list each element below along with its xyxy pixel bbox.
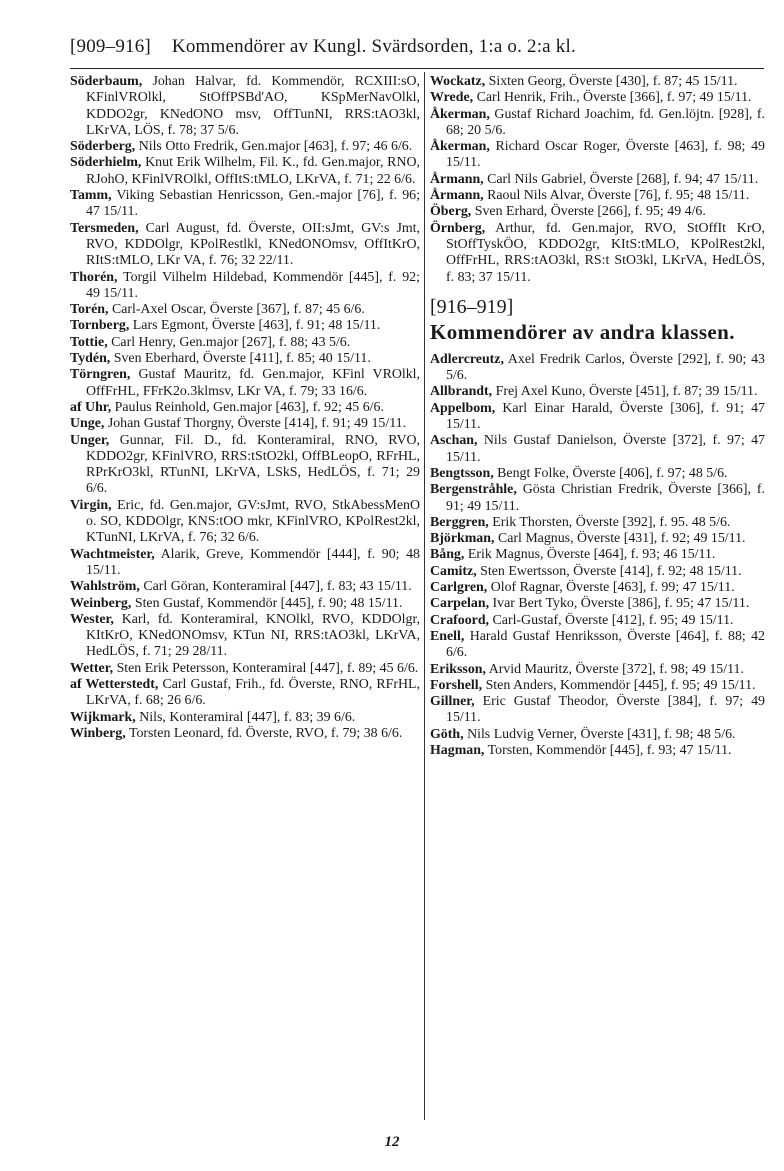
- entry-text: Johan Gustaf Thorgny, Överste [414], f. 91; 49 15/11.: [107, 416, 407, 432]
- list-item: [70, 302, 420, 318]
- entry-text: Viking Sebastian Henricsson, Gen.-major [76], f. 96; 47 15/11.: [86, 188, 420, 220]
- entry-name: Bengtsson,: [430, 465, 494, 481]
- entry-text: Sven Erhard, Överste [266], f. 95; 49 4/6.: [474, 204, 706, 220]
- list-item: [70, 400, 420, 416]
- list-item: [70, 155, 420, 188]
- list-item: [430, 90, 765, 106]
- entry-text: Carl Nils Gabriel, Överste [268], f. 94; 47 15/11.: [487, 171, 759, 187]
- entry-text: Eric, fd. Gen.major, GV:sJmt, RVO, StkAbessMenO o. SO, KDDOlgr, KNS:tOO mkr, KFinlVRO, KPolRest2kl, KTunNI, LKrVA, f. 76; 32 6/6.: [86, 497, 420, 546]
- list-item: [430, 172, 765, 188]
- list-item: [430, 352, 765, 385]
- list-item: [430, 613, 765, 629]
- column-divider: [424, 72, 425, 1120]
- entry-name: Tottie,: [70, 334, 108, 350]
- entry-text: Arvid Mauritz, Överste [372], f. 98; 49 15/11.: [488, 661, 744, 677]
- entry-name: Allbrandt,: [430, 384, 493, 400]
- list-item: [70, 661, 420, 677]
- entry-text: Richard Oscar Roger, Överste [463], f. 98; 49 15/11.: [446, 139, 765, 171]
- entry-name: Virgin,: [70, 497, 112, 513]
- list-item: [70, 433, 420, 498]
- list-item: [70, 710, 420, 726]
- entry-text: Paulus Reinhold, Gen.major [463], f. 92; 45 6/6.: [114, 399, 384, 415]
- entry-name: Bergenstråhle,: [430, 482, 517, 498]
- entry-name: Törngren,: [70, 367, 131, 383]
- entry-text: Axel Fredrik Carlos, Överste [292], f. 90; 43 5/6.: [446, 351, 765, 384]
- entry-text: Nils, Konteramiral [447], f. 83; 39 6/6.: [139, 709, 356, 725]
- entry-text: Torsten, Kommendör [445], f. 93; 47 15/11.: [487, 742, 732, 758]
- entry-name: Adlercreutz,: [430, 351, 504, 367]
- entry-name: Åkerman,: [430, 139, 490, 155]
- entry-text: Bengt Folke, Överste [406], f. 97; 48 5/6.: [497, 465, 728, 481]
- list-item: [70, 335, 420, 351]
- list-item: [430, 678, 765, 694]
- entry-name: Unge,: [70, 416, 105, 432]
- entry-text: Sten Ewertsson, Överste [414], f. 92; 48 15/11.: [480, 563, 742, 579]
- header-range: [909–916]: [70, 36, 151, 57]
- list-item: [430, 74, 765, 90]
- entry-text: Gustaf Richard Joachim, fd. Gen.löjtn. [928], f. 68; 20 5/6.: [446, 106, 765, 138]
- list-item: [70, 726, 420, 742]
- entry-name: Örnberg,: [430, 220, 486, 236]
- entry-text: Sten Gustaf, Kommendör [445], f. 90; 48 15/11.: [134, 595, 403, 611]
- entry-name: Tornberg,: [70, 318, 130, 334]
- list-item: [70, 139, 420, 155]
- entry-name: Gillner,: [430, 694, 475, 710]
- entry-name: Crafoord,: [430, 612, 490, 628]
- entry-text: Raoul Nils Alvar, Överste [76], f. 95; 48 15/11.: [487, 188, 750, 204]
- entry-text: Carl Henry, Gen.major [267], f. 88; 43 5/6.: [111, 334, 351, 350]
- entry-text: Eric Gustaf Theodor, Överste [384], f. 97; 49 15/11.: [446, 694, 765, 726]
- entry-name: Winberg,: [70, 725, 126, 741]
- header-rule: [70, 68, 764, 69]
- entry-text: Carl Göran, Konteramiral [447], f. 83; 43 15/11.: [143, 579, 412, 595]
- entry-text: Sven Eberhard, Överste [411], f. 85; 40 15/11.: [113, 351, 371, 367]
- entry-text: Gösta Christian Fredrik, Överste [366], f. 91; 49 15/11.: [446, 482, 766, 514]
- list-item: [430, 221, 765, 286]
- section-title: Kommendörer av andra klassen.: [430, 319, 735, 344]
- entry-name: af Wetterstedt,: [70, 676, 159, 692]
- entry-text: Ivar Bert Tyko, Överste [386], f. 95; 47 15/11.: [492, 596, 750, 612]
- list-item: [70, 416, 420, 432]
- entry-name: Öberg,: [430, 204, 472, 220]
- list-item: [70, 547, 420, 580]
- list-item: [430, 204, 765, 220]
- list-item: [70, 677, 420, 710]
- list-item: [430, 596, 765, 612]
- page-header: [70, 36, 760, 64]
- entry-name: Enell,: [430, 628, 465, 644]
- list-item: [430, 433, 765, 466]
- entry-text: Nils Gustaf Danielson, Överste [372], f. 97; 47 15/11.: [446, 433, 765, 465]
- list-item: [70, 74, 420, 139]
- entry-name: Appelbom,: [430, 400, 496, 416]
- entry-name: Söderberg,: [70, 139, 136, 155]
- list-item: [70, 596, 420, 612]
- list-item: [70, 351, 420, 367]
- entry-text: Sten Erik Petersson, Konteramiral [447], f. 89; 45 6/6.: [116, 660, 419, 676]
- entry-text: Erik Thorsten, Överste [392], f. 95. 48 5/6.: [492, 514, 731, 530]
- entry-text: Nils Otto Fredrik, Gen.major [463], f. 97; 46 6/6.: [138, 139, 413, 155]
- list-item: [430, 384, 765, 400]
- header-title: Kommendörer av Kungl. Svärdsorden, 1:a o. 2:a kl.: [171, 36, 576, 57]
- entry-name: Wockatz,: [430, 74, 486, 89]
- list-item: [430, 139, 765, 172]
- entry-name: Camitz,: [430, 563, 477, 579]
- entry-name: Hagman,: [430, 742, 485, 758]
- entry-text: Carl Magnus, Överste [431], f. 92; 49 15/11.: [497, 531, 746, 547]
- entry-text: Gunnar, Fil. D., fd. Konteramiral, RNO, RVO, KDDO2gr, KFinlVRO, RRS:tStO2kl, OffBLeopO, RFrHL, RPrKrO3kl, RTunNI, LKrVA, LSkS, HedLÖS, f. 71; 29 6/6.: [86, 432, 420, 497]
- entry-name: Söderhielm,: [70, 155, 142, 171]
- right-column: [430, 74, 765, 759]
- list-item: [70, 579, 420, 595]
- entry-text: Lars Egmont, Överste [463], f. 91; 48 15/11.: [132, 318, 381, 334]
- right-bottom-list: [430, 352, 765, 759]
- entry-name: Björkman,: [430, 531, 495, 547]
- list-item: [430, 482, 765, 515]
- entry-name: Wester,: [70, 611, 114, 627]
- list-item: [70, 270, 420, 303]
- right-top-list: [430, 74, 765, 286]
- list-item: [430, 107, 765, 140]
- entry-text: Karl, fd. Konteramiral, KNOlkl, RVO, KDDOlgr, KItKrO, KNedONOmsv, KTun NI, RRS:tAO3kl, LKrVA, HedLÖS, f. 71; 29 28/11.: [86, 611, 420, 660]
- list-item: [430, 662, 765, 678]
- entry-name: Göth,: [430, 726, 464, 742]
- list-item: [70, 612, 420, 661]
- entry-name: Bång,: [430, 547, 465, 563]
- list-item: [430, 694, 765, 727]
- left-column: [70, 74, 420, 742]
- entry-text: Torsten Leonard, fd. Överste, RVO, f. 79; 38 6/6.: [128, 725, 403, 741]
- entry-text: Johan Halvar, fd. Kommendör, RCXIII:sO, KFinlVROlkl, StOffPSBd'AO, KSpMerNavOlkl, KDDO2gr, KNedONO msv, OffTunNI, RRS:tAO3kl, LKrVA, LÖS, f. 78; 37 5/6.: [86, 74, 420, 138]
- list-item: [70, 188, 420, 221]
- entry-text: Arthur, fd. Gen.major, RVO, StOffIt KrO, StOffTyskÖO, KDDO2gr, KItS:tMLO, KPolRest2kl, OffFrHL, RRS:tAO3kl, RS:t StO3kl, LKrVA, HedLÖS, f. 83; 37 15/11.: [446, 220, 765, 285]
- section-range: [916–919]: [430, 295, 514, 318]
- entry-name: Åkerman,: [430, 106, 490, 122]
- entry-name: Tamm,: [70, 188, 112, 204]
- entry-text: Carl Gustaf, Frih., fd. Överste, RNO, RFrHL, LKrVA, f. 68; 26 6/6.: [86, 676, 420, 709]
- entry-name: af Uhr,: [70, 399, 112, 415]
- page-number: 12: [384, 1134, 400, 1150]
- entry-text: Carl-Axel Oscar, Överste [367], f. 87; 45 6/6.: [111, 302, 365, 318]
- list-item: [430, 515, 765, 531]
- entry-name: Wijkmark,: [70, 709, 136, 725]
- entry-name: Berggren,: [430, 514, 489, 530]
- entry-text: Olof Ragnar, Överste [463], f. 99; 47 15/11.: [490, 580, 735, 596]
- list-item: [430, 727, 765, 743]
- entry-text: Gustaf Mauritz, fd. Gen.major, KFinl VROlkl, OffFrHL, FFrK2o.3klmsv, LKr VA, f. 79; 33 16/6.: [86, 367, 420, 399]
- list-item: [430, 564, 765, 580]
- list-item: [70, 221, 420, 270]
- entry-name: Wachtmeister,: [70, 546, 155, 562]
- entry-name: Söderbaum,: [70, 74, 143, 89]
- list-item: [430, 743, 765, 759]
- entry-name: Tersmeden,: [70, 220, 139, 236]
- entry-name: Weinberg,: [70, 595, 132, 611]
- entry-name: Carpelan,: [430, 596, 490, 612]
- entry-name: Thorén,: [70, 269, 118, 285]
- entry-text: Carl-Gustaf, Överste [412], f. 95; 49 15/11.: [492, 612, 734, 628]
- entry-name: Årmann,: [430, 171, 484, 187]
- entry-text: Karl Einar Harald, Överste [306], f. 91; 47 15/11.: [446, 400, 765, 433]
- entry-name: Torén,: [70, 302, 109, 318]
- entry-text: Harald Gustaf Henriksson, Överste [464], f. 88; 42 6/6.: [446, 628, 765, 661]
- entry-text: Knut Erik Wilhelm, Fil. K., fd. Gen.major, RNO, RJohO, KFinlVROlkl, OffItS:tMLO, LKrVA, f. 71; 22 6/6.: [86, 155, 420, 187]
- list-item: [430, 466, 765, 482]
- entry-text: Frej Axel Kuno, Överste [451], f. 87; 39 15/11.: [495, 384, 758, 400]
- entry-name: Eriksson,: [430, 661, 486, 677]
- entry-text: Carl August, fd. Överste, OII:sJmt, GV:s Jmt, RVO, KDDOlgr, KPolRestlkl, KNedONOmsv, OffItKrO, RItS:tMLO, LKr VA, f. 76; 32 22/11.: [86, 220, 420, 269]
- entry-name: Unger,: [70, 432, 110, 448]
- list-item: [70, 498, 420, 547]
- list-item: [70, 367, 420, 400]
- entry-text: Nils Ludvig Verner, Överste [431], f. 98; 48 5/6.: [467, 726, 736, 742]
- list-item: [430, 188, 765, 204]
- entry-name: Wetter,: [70, 660, 114, 676]
- entry-name: Wahlström,: [70, 579, 140, 595]
- entry-text: Alarik, Greve, Kommendör [444], f. 90; 48 15/11.: [86, 546, 420, 578]
- entry-name: Forshell,: [430, 677, 483, 693]
- entry-text: Erik Magnus, Överste [464], f. 93; 46 15/11.: [467, 547, 716, 563]
- list-item: [430, 580, 765, 596]
- list-item: [430, 629, 765, 662]
- entry-text: Sten Anders, Kommendör [445], f. 95; 49 15/11.: [485, 677, 756, 693]
- list-item: [430, 531, 765, 547]
- entry-name: Tydén,: [70, 351, 111, 367]
- list-item: [70, 318, 420, 334]
- list-item: [430, 547, 765, 563]
- entry-name: Carlgren,: [430, 580, 488, 596]
- entry-name: Aschan,: [430, 433, 478, 449]
- entry-name: Wrede,: [430, 90, 474, 106]
- entry-name: Årmann,: [430, 188, 484, 204]
- entry-text: Torgil Vilhelm Hildebad, Kommendör [445], f. 92; 49 15/11.: [86, 269, 420, 301]
- entry-text: Carl Henrik, Frih., Överste [366], f. 97; 49 15/11.: [476, 90, 752, 106]
- entry-text: Sixten Georg, Överste [430], f. 87; 45 15/11.: [488, 74, 738, 89]
- list-item: [430, 401, 765, 434]
